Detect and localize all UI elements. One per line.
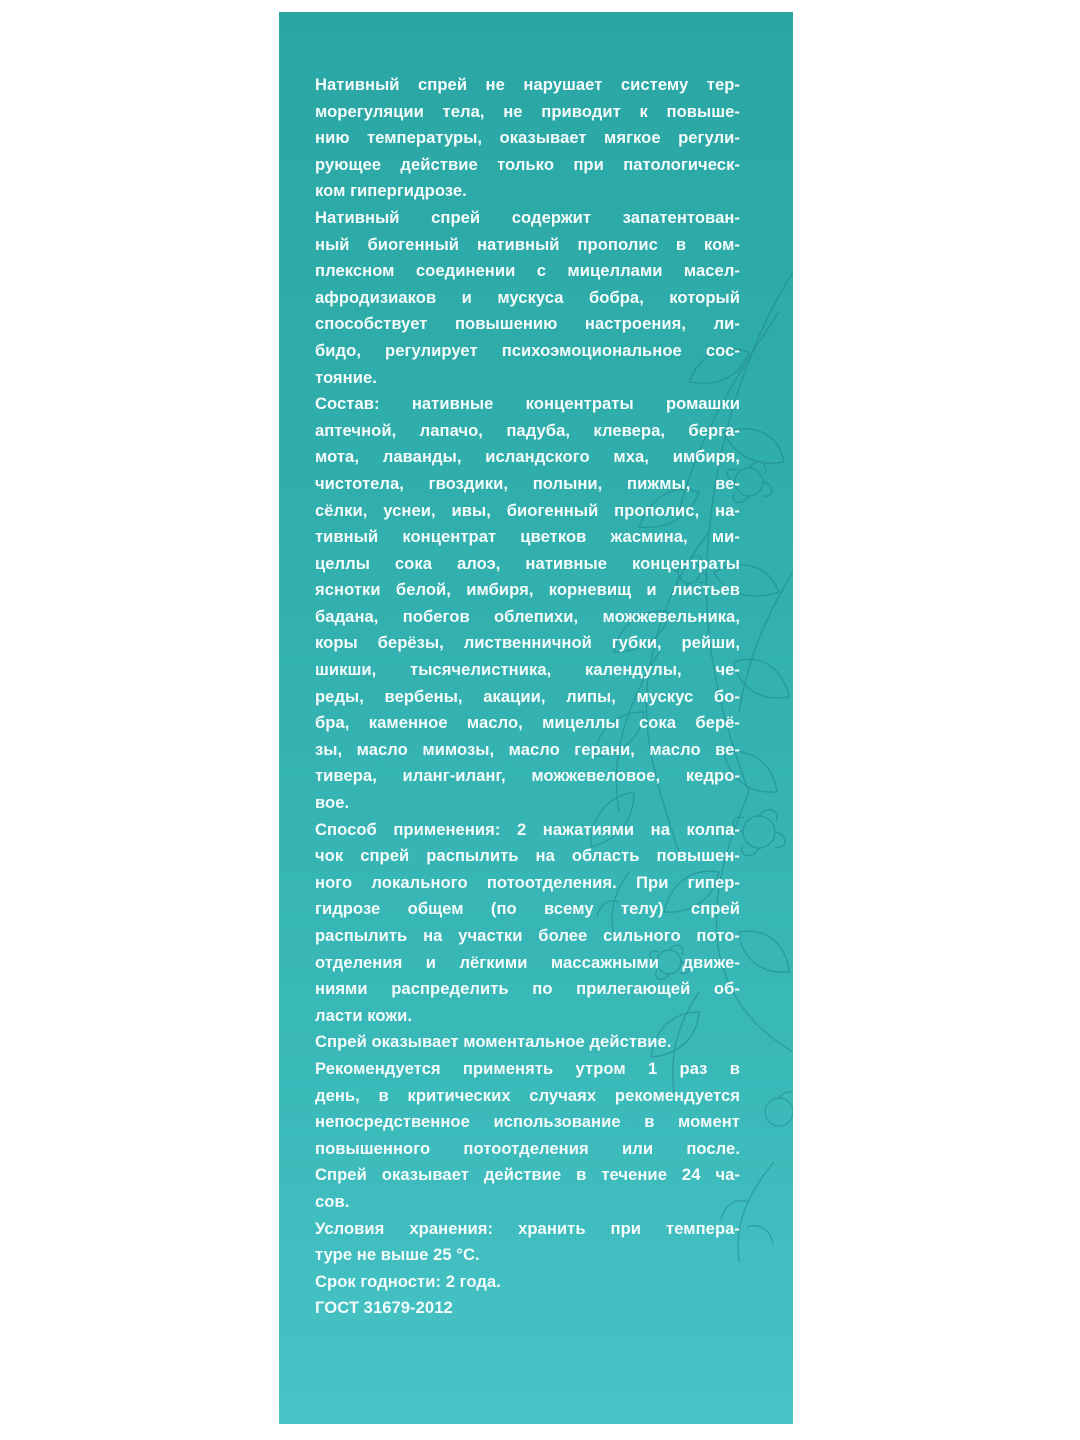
text-line: сёлки, уснеи, ивы, биогенный прополис, на-: [315, 500, 740, 520]
text-line: тивный концентрат цветков жасмина, ми-: [315, 527, 740, 547]
text-line: день, в критических случаях рекомендуется: [315, 1085, 740, 1105]
text-line: аптечной, лапачо, падуба, клевера, берга-: [315, 420, 740, 440]
text-line: афродизиаков и мускуса бобра, который: [315, 287, 740, 307]
text-line: ком гипергидрозе.: [315, 181, 467, 201]
package-panel: [279, 12, 793, 1424]
text-line: целлы сока алоэ, нативные концентраты: [315, 553, 740, 573]
text-line: коры берёзы, лиственничной губки, рейши,: [315, 633, 740, 653]
text-line: ного локального потоотделения. При гипер-: [315, 872, 740, 892]
text-line: Спрей оказывает действие в течение 24 ча-: [315, 1165, 740, 1185]
text-line: нию температуры, оказывает мягкое регули-: [315, 128, 740, 148]
text-line: яснотки белой, имбиря, корневищ и листьев: [315, 580, 740, 600]
text-line: Способ применения: 2 нажатиями на колпа-: [315, 819, 740, 839]
text-line: распылить на участки более сильного пото-: [315, 926, 740, 945]
text-line: ласти кожи.: [315, 1005, 413, 1025]
text-line: шикши, тысячелистника, календулы, че-: [315, 660, 740, 680]
text-line: гидрозе общем (по всему телу) спрей: [315, 899, 740, 919]
text-line: бадана, побегов облепихи, можжевельника,: [315, 606, 740, 626]
text-line: бидо, регулирует психоэмоциональное сос-: [315, 340, 740, 360]
text-line: сов.: [315, 1191, 350, 1211]
text-line: непосредственное использование в момент: [315, 1112, 740, 1132]
text-line: мота, лаванды, исландского мха, имбиря,: [315, 447, 740, 467]
text-line: отделения и лёгкими массажными движе-: [315, 952, 740, 972]
text-line: зы, масло мимозы, масло герани, масло ве-: [315, 739, 740, 759]
text-line: ниями распределить по прилегающей об-: [315, 979, 740, 999]
text-line: ный биогенный нативный прополис в ком-: [315, 234, 740, 254]
text-line: чистотела, гвоздики, полыни, пижмы, ве-: [315, 473, 740, 493]
text-line: вое.: [315, 793, 350, 813]
text-line: Нативный спрей содержит запатентован-: [315, 207, 740, 227]
text-line: морегуляции тела, не приводит к повыше-: [315, 101, 740, 121]
text-line: Условия хранения: хранить при темпера-: [315, 1218, 740, 1238]
text-line: Спрей оказывает моментальное действие.: [315, 1032, 672, 1052]
text-line: тивера, иланг-иланг, можжевеловое, кедро-: [315, 766, 740, 786]
product-description: [315, 72, 740, 1322]
text-line: Состав: нативные концентраты ромашки: [315, 394, 740, 414]
text-line: чок спрей распылить на область повышен-: [315, 846, 740, 866]
text-line: Рекомендуется применять утром 1 раз в: [315, 1058, 740, 1078]
text-line: Нативный спрей не нарушает систему тер-: [315, 75, 740, 94]
text-line: плексном соединении с мицеллами масел-: [315, 261, 740, 281]
text-line: Срок годности: 2 года.: [315, 1271, 501, 1291]
text-line: рующее действие только при патологическ-: [315, 154, 740, 174]
text-line: туре не выше 25 °С.: [315, 1245, 480, 1265]
text-line: повышенного потоотделения или после.: [315, 1138, 740, 1158]
text-line: тояние.: [315, 367, 377, 387]
text-line: бра, каменное масло, мицеллы сока берё-: [315, 713, 740, 733]
text-line: ГОСТ 31679-2012: [315, 1298, 453, 1318]
text-line: реды, вербены, акации, липы, мускус бо-: [315, 686, 740, 706]
text-line: способствует повышению настроения, ли-: [315, 314, 740, 334]
